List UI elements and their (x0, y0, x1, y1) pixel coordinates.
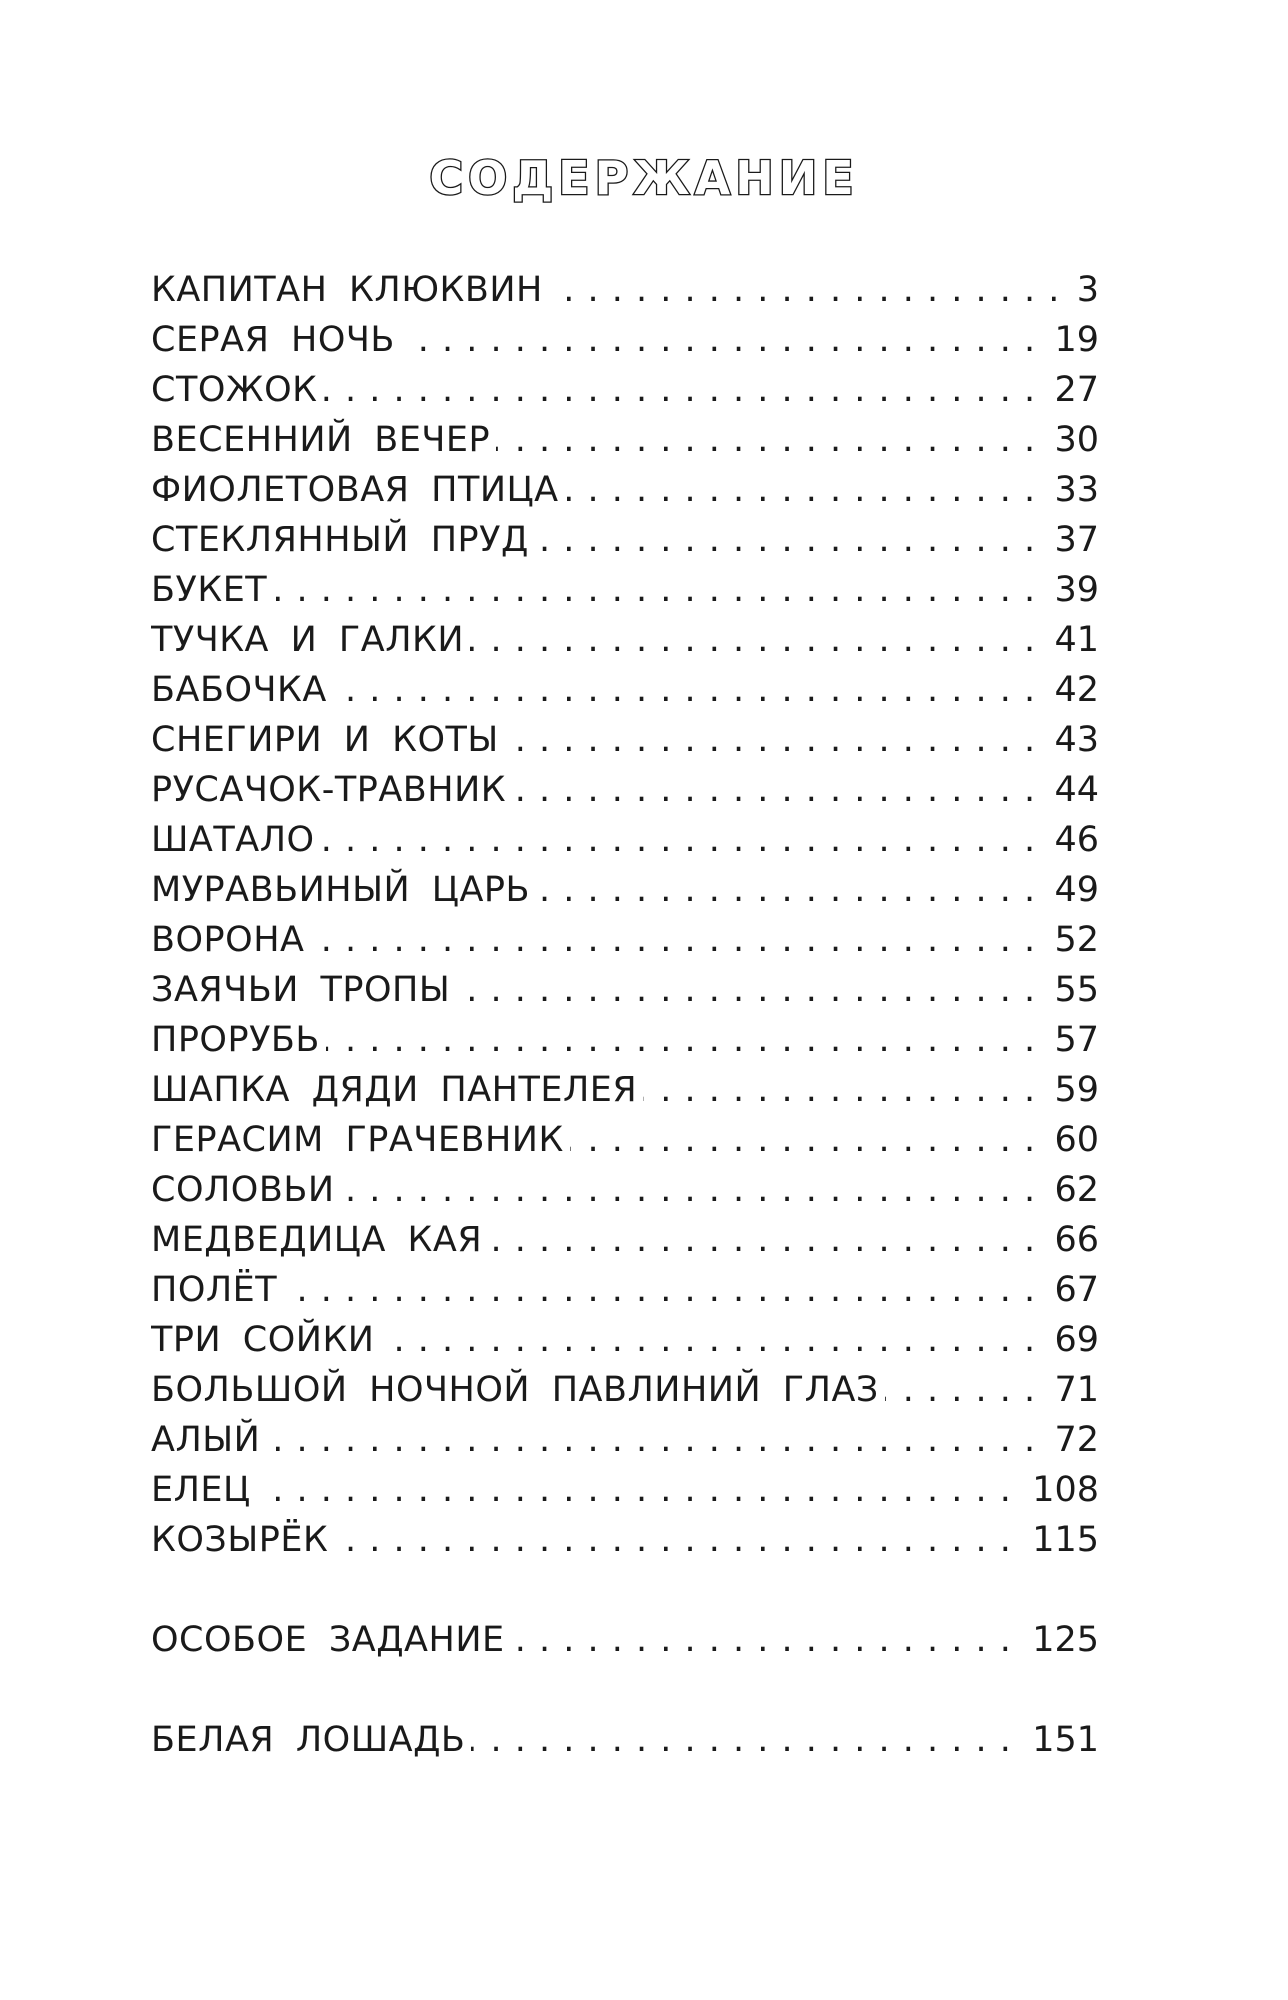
toc-entry-title: МЕДВЕДИЦА КАЯ (151, 1220, 488, 1260)
toc-entry-title: ТРИ СОЙКИ (151, 1320, 381, 1360)
toc-entry (151, 1515, 1099, 1565)
toc-entry (151, 265, 1099, 315)
toc-entry-title: АЛЫЙ (151, 1420, 266, 1460)
toc-entry-page-number: 27 (1046, 365, 1099, 415)
toc-entry-page-number: 42 (1046, 665, 1099, 715)
toc-entry-page-number: 115 (1024, 1515, 1099, 1565)
toc-entry-page-number: 125 (1024, 1615, 1099, 1665)
toc-entry (151, 1615, 1099, 1665)
toc-entry-title: БУКЕТ (151, 570, 273, 610)
toc-entry (151, 1015, 1099, 1065)
toc-entry-title: БЕЛАЯ ЛОШАДЬ (151, 1720, 471, 1760)
toc-entry-title: КОЗЫРЁК (151, 1520, 334, 1560)
toc-entry (151, 715, 1099, 765)
toc-entry (151, 815, 1099, 865)
toc-entry-page-number: 71 (1046, 1365, 1099, 1415)
toc-entry-page-number: 49 (1046, 865, 1099, 915)
toc-entry-title: СТЕКЛЯННЫЙ ПРУД (151, 520, 535, 560)
toc-entry-title: БАБОЧКА (151, 670, 333, 710)
toc-entry (151, 915, 1099, 965)
toc-entry (151, 465, 1099, 515)
toc-entry-page-number: 43 (1046, 715, 1099, 765)
toc-entry-page-number: 30 (1046, 415, 1099, 465)
toc-entry-page-number: 55 (1046, 965, 1099, 1015)
toc-entry-title: ЗАЯЧЬИ ТРОПЫ (151, 970, 456, 1010)
toc-entry (151, 365, 1099, 415)
toc-entry (151, 1715, 1099, 1765)
toc-entry-page-number: 60 (1046, 1115, 1099, 1165)
toc-entry (151, 865, 1099, 915)
toc-entry (151, 1265, 1099, 1315)
toc-entry (151, 1415, 1099, 1465)
toc-entry (151, 615, 1099, 665)
toc-entry-page-number: 62 (1046, 1165, 1099, 1215)
toc-entry (151, 1165, 1099, 1215)
toc-entry-page-number: 72 (1046, 1415, 1099, 1465)
toc-entry (151, 765, 1099, 815)
toc-entry-title: СТОЖОК (151, 370, 323, 410)
toc-entry-title: ПРОРУБЬ (151, 1020, 326, 1060)
toc-group (151, 1715, 1099, 1765)
toc-entry (151, 665, 1099, 715)
toc-entry-page-number: 67 (1046, 1265, 1099, 1315)
table-of-contents (151, 265, 1099, 1765)
toc-entry-title: МУРАВЬИНЫЙ ЦАРЬ (151, 870, 536, 910)
toc-entry-title: РУСАЧОК-ТРАВНИК (151, 770, 512, 810)
toc-entry-page-number: 52 (1046, 915, 1099, 965)
toc-entry-title: КАПИТАН КЛЮКВИН (151, 270, 549, 310)
toc-entry-page-number: 3 (1069, 265, 1099, 315)
toc-entry-title: ФИОЛЕТОВАЯ ПТИЦА (151, 470, 565, 510)
toc-entry-page-number: 44 (1046, 765, 1099, 815)
toc-entry (151, 315, 1099, 365)
toc-entry-page-number: 41 (1046, 615, 1099, 665)
toc-entry (151, 1115, 1099, 1165)
toc-entry-page-number: 37 (1046, 515, 1099, 565)
toc-entry (151, 515, 1099, 565)
toc-entry-page-number: 39 (1046, 565, 1099, 615)
toc-entry (151, 1065, 1099, 1115)
toc-entry-page-number: 46 (1046, 815, 1099, 865)
toc-entry-title: ГЕРАСИМ ГРАЧЕВНИК (151, 1120, 570, 1160)
toc-entry-title: ЕЛЕЦ (151, 1470, 257, 1510)
toc-entry-title: ОСОБОЕ ЗАДАНИЕ (151, 1620, 511, 1660)
toc-entry (151, 415, 1099, 465)
toc-entry (151, 1365, 1099, 1415)
toc-entry (151, 965, 1099, 1015)
toc-entry (151, 565, 1099, 615)
toc-entry-title: СЕРАЯ НОЧЬ (151, 320, 401, 360)
toc-entry-title: ШАТАЛО (151, 820, 321, 860)
toc-entry (151, 1465, 1099, 1515)
toc-entry-title: ВЕСЕННИЙ ВЕЧЕР (151, 420, 496, 460)
toc-entry-page-number: 108 (1024, 1465, 1099, 1515)
toc-entry-title: ТУЧКА И ГАЛКИ (151, 620, 470, 660)
toc-entry-title: СОЛОВЬИ (151, 1170, 341, 1210)
toc-entry-page-number: 57 (1046, 1015, 1099, 1065)
toc-entry-page-number: 59 (1046, 1065, 1099, 1115)
toc-entry-title: ШАПКА ДЯДИ ПАНТЕЛЕЯ (151, 1070, 643, 1110)
toc-entry-page-number: 19 (1046, 315, 1099, 365)
toc-entry-page-number: 33 (1046, 465, 1099, 515)
toc-entry-title: ВОРОНА (151, 920, 310, 960)
toc-group (151, 265, 1099, 1565)
toc-entry (151, 1315, 1099, 1365)
page-title: СОДЕРЖАНИЕ (429, 151, 859, 205)
toc-entry-title: ПОЛЁТ (151, 1270, 283, 1310)
toc-entry-page-number: 69 (1046, 1315, 1099, 1365)
toc-group (151, 1615, 1099, 1665)
toc-entry (151, 1215, 1099, 1265)
toc-entry-page-number: 151 (1024, 1715, 1099, 1765)
toc-entry-title: СНЕГИРИ И КОТЫ (151, 720, 505, 760)
toc-entry-page-number: 66 (1046, 1215, 1099, 1265)
toc-entry-title: БОЛЬШОЙ НОЧНОЙ ПАВЛИНИЙ ГЛАЗ (151, 1370, 885, 1410)
